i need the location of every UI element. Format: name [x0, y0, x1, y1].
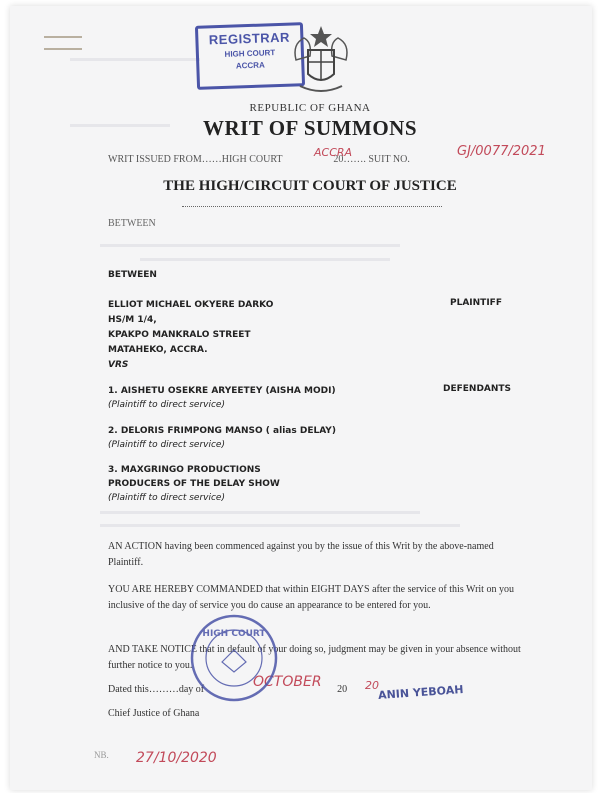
signature-stamp: ANIN YEBOAH	[377, 683, 464, 702]
defendants-label: DEFENDANTS	[443, 384, 512, 394]
registrar-stamp-city: ACCRA	[235, 60, 265, 71]
plaintiff-address-line1: HS/M 1/4,	[108, 315, 157, 325]
bleed-through-line	[100, 244, 400, 247]
document-page	[10, 6, 592, 790]
defendant-name: 2. DELORIS FRIMPONG MANSO ( alias DELAY)	[108, 426, 336, 436]
defendant-name: 1. AISHETU OSEKRE ARYEETEY (AISHA MODI)	[108, 386, 336, 396]
defendant-name-line2: PRODUCERS OF THE DELAY SHOW	[108, 479, 280, 489]
high-court-round-stamp-icon	[188, 612, 280, 704]
round-stamp-text: HIGH COURT	[202, 629, 266, 639]
defendant-1	[108, 384, 336, 412]
plaintiff-address-line2: KPAKPO MANKRALO STREET	[108, 330, 251, 340]
plaintiff-address-line3: MATAHEKO, ACCRA.	[108, 345, 208, 355]
chief-justice-label: Chief Justice of Ghana	[108, 708, 200, 719]
registrar-stamp-title: REGISTRAR	[208, 29, 291, 48]
dated-year: 20	[337, 684, 348, 695]
dotted-divider	[182, 206, 442, 207]
handwritten-year: 20	[365, 679, 379, 692]
registrar-stamp-court: HIGH COURT	[224, 48, 276, 59]
defendant-name: 3. MAXGRINGO PRODUCTIONS	[108, 465, 261, 475]
bleed-through-line	[100, 511, 420, 514]
defendant-3	[108, 463, 280, 505]
defendant-service-note: (Plaintiff to direct service)	[108, 440, 225, 450]
notice-paragraph: AND TAKE NOTICE that in default of your doing so, judgment may be given in your absence without further notice to you.	[108, 644, 521, 671]
command-paragraph: YOU ARE HEREBY COMMANDED that within EIGHT DAYS after the service of this Writ on you inclusive of the day of service you do cause an appearance to be entered for you.	[108, 584, 514, 611]
dated-label: Dated this………day of	[108, 684, 205, 695]
between-faded-label: BETWEEN	[108, 218, 156, 229]
plaintiff-label: PLAINTIFF	[450, 298, 502, 308]
plaintiff-name: ELLIOT MICHAEL OKYERE DARKO	[108, 300, 274, 310]
defendant-service-note: (Plaintiff to direct service)	[108, 400, 225, 410]
action-paragraph: AN ACTION having been commenced against you by the issue of this Writ by the above-named Plaintiff.	[108, 541, 494, 568]
ghana-coat-of-arms-icon	[286, 22, 356, 104]
document-title: WRIT OF SUMMONS	[202, 116, 417, 140]
bleed-through-line	[140, 258, 390, 261]
bleed-through-line	[100, 524, 460, 527]
handwritten-city: ACCRA	[314, 146, 353, 159]
handwritten-suit-number: GJ/0077/2021	[457, 144, 546, 159]
court-heading: THE HIGH/CIRCUIT COURT OF JUSTICE	[163, 178, 457, 194]
defendant-2	[108, 424, 336, 452]
defendant-service-note: (Plaintiff to direct service)	[108, 493, 225, 503]
versus-label: VRS	[108, 360, 129, 370]
issued-from-label: WRIT ISSUED FROM……HIGH COURT	[108, 154, 283, 165]
between-label: BETWEEN	[108, 270, 157, 280]
bleed-through-line	[70, 58, 200, 61]
republic-heading: REPUBLIC OF GHANA	[249, 102, 371, 114]
paper-clip-mark	[44, 36, 82, 50]
handwritten-month: OCTOBER	[253, 674, 322, 690]
issued-year-label: 20……. SUIT NO.	[333, 154, 410, 165]
writ-issued-line	[108, 154, 410, 165]
handwritten-date: 27/10/2020	[136, 750, 217, 766]
plaintiff-block	[108, 298, 273, 373]
reference-label: NB.	[94, 750, 109, 760]
